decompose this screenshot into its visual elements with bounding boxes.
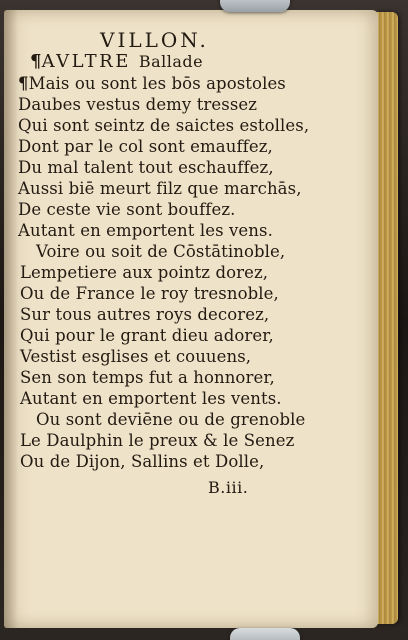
verse-line: Dont par le col sont emauffez, [18, 137, 273, 156]
verse-line: Daubes vestus demy tressez [18, 95, 258, 114]
verse-refrain: Autant en emportent les vens. [18, 221, 273, 240]
verse-line: Sur tous autres roys decorez, [20, 305, 270, 324]
pilcrow-icon: ¶ [30, 51, 42, 72]
verse-line: Lempetiere aux pointz dorez, [20, 263, 269, 282]
verse-line: Du mal talent tout eschauffez, [18, 158, 274, 177]
verse-line: Ou de Dijon, Sallins et Dolle, [20, 452, 265, 471]
ballade-title-label: Ballade [138, 52, 204, 71]
verse-line: Voire ou soit de Cōstātinoble, [36, 242, 286, 261]
verse-refrain: Autant en emportent les vents. [20, 389, 282, 408]
verse-line: ¶Mais ou sont les bōs apostoles [18, 74, 286, 93]
signature-mark: B.iii. [208, 478, 249, 497]
verse-line: Qui sont seintz de saictes estolles, [18, 116, 310, 135]
verse-line: Vestist esglises et couuens, [20, 347, 252, 366]
verse-line: Ou sont deviēne ou de grenoble [36, 410, 306, 429]
ballade-title-caps: AVLTRE [41, 51, 131, 72]
gilded-fore-edge [376, 12, 398, 624]
verse-line: Qui pour le grant dieu adorer, [20, 326, 274, 345]
pilcrow-icon: ¶ [18, 74, 29, 93]
verse-line: Sen son temps fut a honnorer, [20, 368, 275, 387]
verse-line: Ou de France le roy tresnoble, [20, 284, 279, 303]
verse-line: De ceste vie sont bouffez. [18, 200, 236, 219]
running-head: VILLON. [100, 28, 209, 52]
verse-line: Aussi biē meurt filz que marchās, [18, 179, 302, 198]
verse-line: Le Daulphin le preux & le Senez [20, 431, 295, 450]
ballade-title [30, 52, 203, 72]
